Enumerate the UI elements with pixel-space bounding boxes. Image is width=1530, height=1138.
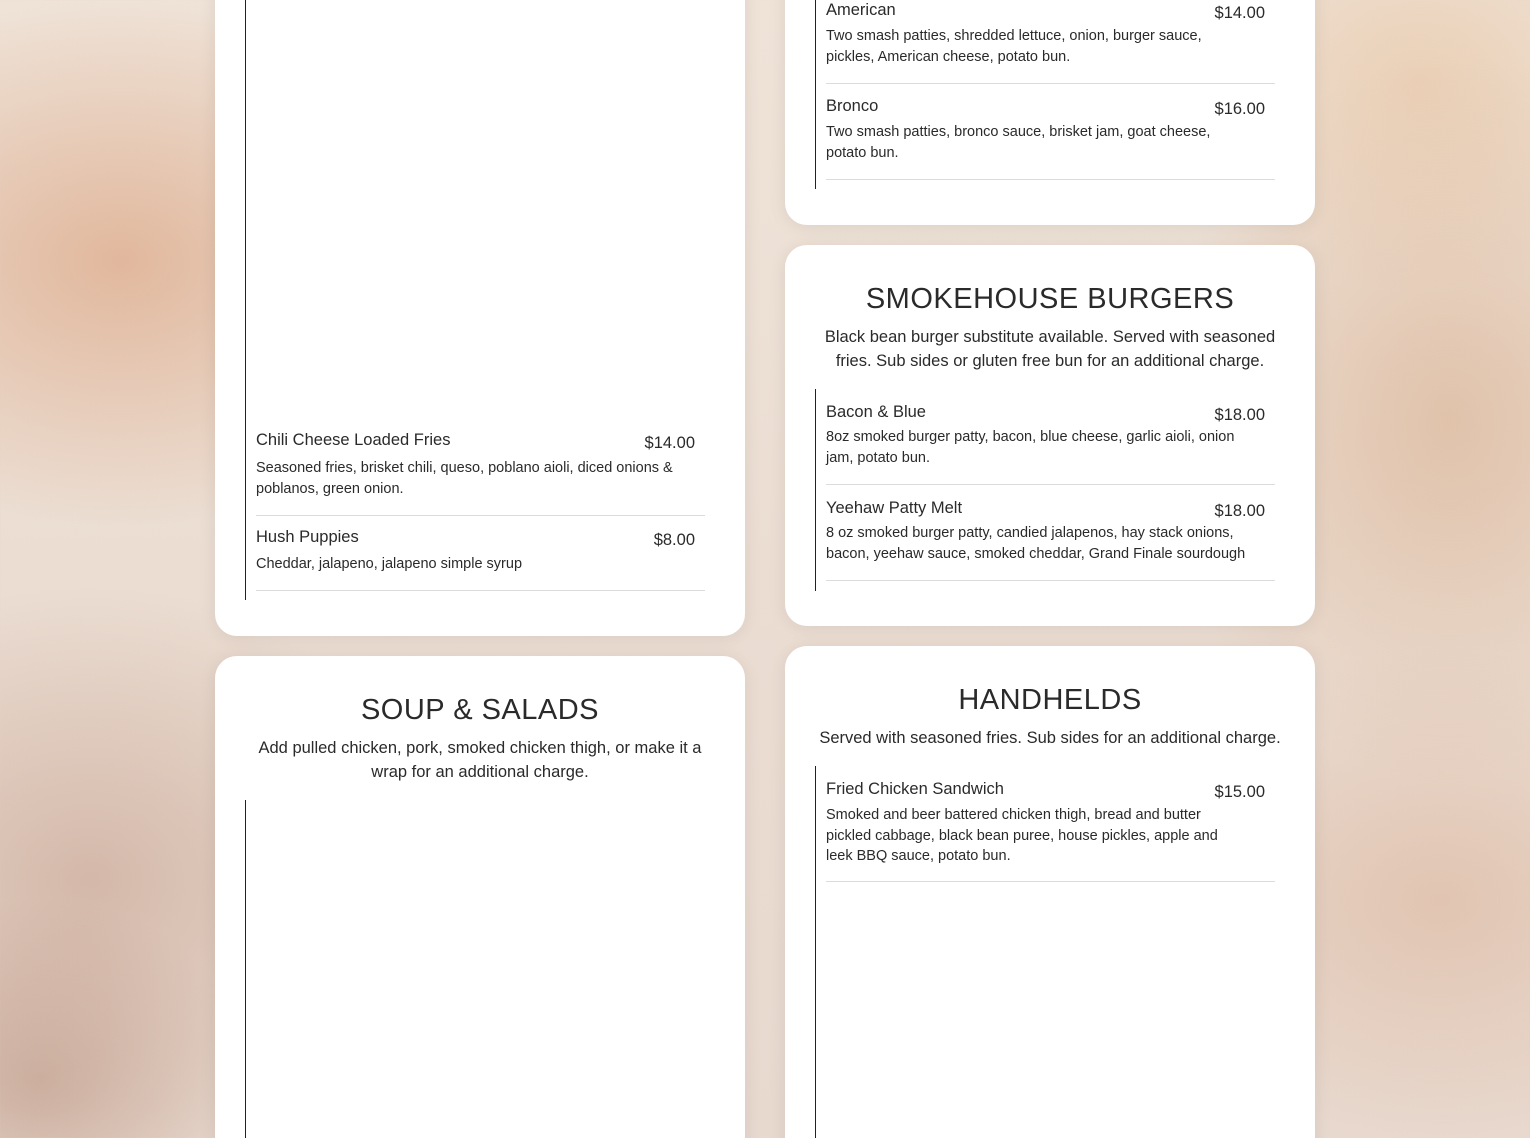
menu-item-name: Hush Puppies [256, 528, 359, 546]
menu-item-name: Bacon & Blue [826, 403, 926, 421]
menu-item [826, 94, 1275, 180]
menu-item-name: Chili Cheese Loaded Fries [256, 431, 451, 449]
appetizers-card [215, 0, 745, 636]
section-divider-line [815, 0, 816, 189]
soup-salads-card [215, 656, 745, 1138]
menu-item-description: Seasoned fries, brisket chili, queso, poblano aioli, diced onions & poblanos, green onion. [256, 460, 673, 497]
section-title: SOUP & SALADS [360, 694, 600, 726]
section-divider-line [815, 389, 816, 591]
menu-item-description: 8 oz smoked burger patty, candied jalapenos, hay stack onions, bacon, yeehaw sauce, smoked cheddar, Grand Finale sourdough [826, 525, 1246, 562]
menu-item-description: Two smash patties, shredded lettuce, onion, burger sauce, pickles, American cheese, potato bun. [826, 28, 1202, 65]
menu-item-name: Bronco [826, 97, 879, 115]
menu-item-price: $14.00 [1214, 4, 1265, 22]
menu-item-price: $8.00 [653, 531, 695, 549]
menu-item-description: Two smash patties, bronco sauce, brisket jam, goat cheese, potato bun. [826, 124, 1211, 161]
section-description: Black bean burger substitute available. Served with seasoned fries. Sub sides or gluten free bun for an additional charge. [824, 328, 1276, 370]
section-divider-line [245, 800, 246, 1138]
section-title: SMOKEHOUSE BURGERS [865, 283, 1235, 315]
section-description: Served with seasoned fries. Sub sides for an additional charge. [819, 729, 1281, 747]
menu-item-price: $16.00 [1214, 100, 1265, 118]
menu-item-price: $18.00 [1214, 502, 1265, 520]
menu-item-price: $18.00 [1214, 406, 1265, 424]
handhelds-card [785, 646, 1315, 1138]
section-title: HANDHELDS [958, 684, 1142, 716]
section-description: Add pulled chicken, pork, smoked chicken thigh, or make it a wrap for an additional charge. [258, 739, 702, 781]
menu-item [826, 0, 1275, 84]
menu-item-price: $14.00 [644, 434, 695, 452]
menu-item-price: $15.00 [1214, 783, 1265, 801]
smash-burgers-card [785, 0, 1315, 225]
menu-item [256, 525, 705, 591]
smokehouse-burgers-card [785, 245, 1315, 626]
menu-item-description: 8oz smoked burger patty, bacon, blue cheese, garlic aioli, onion jam, potato bun. [826, 429, 1235, 466]
menu-item [826, 499, 1275, 581]
menu-item-description: Cheddar, jalapeno, jalapeno simple syrup [256, 556, 523, 572]
menu-item [826, 403, 1275, 485]
menu-item-name: Fried Chicken Sandwich [826, 780, 1004, 798]
section-divider-line [815, 766, 816, 1138]
menu-item-name: American [826, 1, 896, 19]
menu-item-description: Smoked and beer battered chicken thigh, bread and butter pickled cabbage, black bean puree, house pickles, apple and leek BBQ sauce, potato bun. [826, 807, 1218, 864]
menu-item-name: Yeehaw Patty Melt [826, 499, 963, 517]
menu-item [256, 428, 705, 516]
section-divider-line [245, 0, 246, 600]
menu-item [826, 780, 1275, 882]
